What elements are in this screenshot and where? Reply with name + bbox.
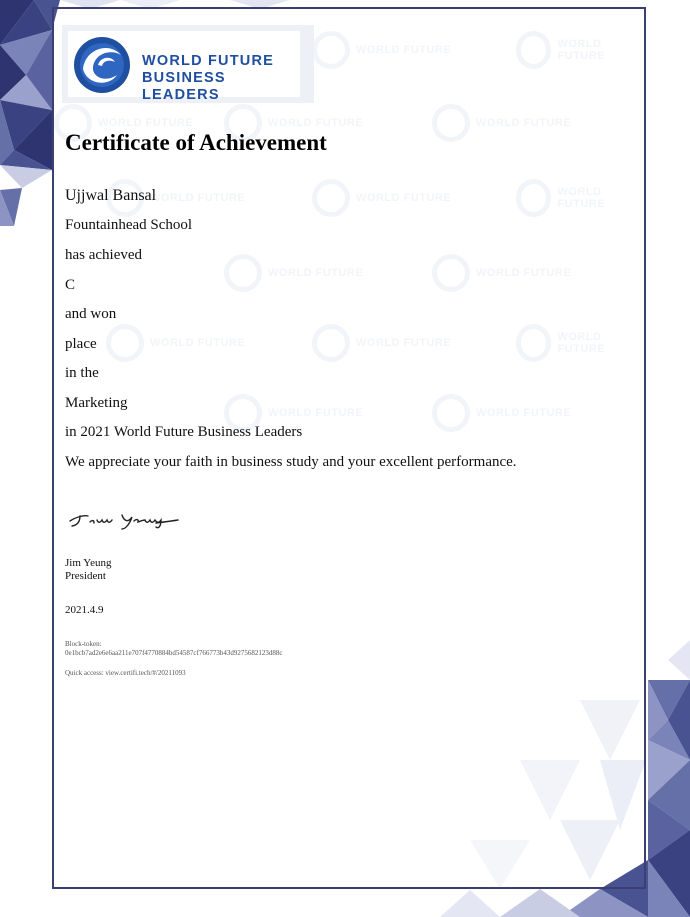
block-token-label: Block-token: (65, 640, 102, 648)
recipient-name: Ujjwal Bansal (65, 187, 157, 204)
signatory-name: Jim Yeung (65, 557, 112, 569)
event-name: in 2021 World Future Business Leaders (65, 424, 303, 440)
signatory-role: President (65, 570, 106, 582)
category: Marketing (65, 395, 128, 411)
logo-wordmark: WORLD FUTURE BUSINESS LEADERS (142, 53, 274, 103)
issue-date: 2021.4.9 (65, 604, 104, 616)
place-text: place (65, 336, 97, 352)
quick-access-link[interactable]: Quick access: view.certifi.tech/#/20211093 (65, 669, 186, 677)
achieved-text: has achieved (65, 247, 143, 263)
block-token-value: 0e1bcb7ad2e6e6aa211e707f4770884bd54587cf766773b43d9275682123d88c (65, 649, 283, 657)
in-the-text: in the (65, 365, 99, 381)
logo (62, 25, 314, 103)
watermark-pattern: WORLD FUTURE WORLD FUTURE WORLD FUTURE WORLD FUTURE WORLD FUTURE WORLD FUTURE WORLD FUTURE WORLD FUTURE WORLD FUTURE WORLD FUTURE WORLD FUTURE WORLD FUTURE WORLD FUTURE WORLD FUTURE WORLD FUTURE (54, 9, 644, 887)
certificate-title: Certificate of Achievement (65, 130, 327, 155)
appreciation-text: We appreciate your faith in business study and your excellent performance. (65, 454, 517, 470)
grade: C (65, 277, 76, 293)
won-text: and won (65, 306, 117, 322)
signature-image (66, 505, 182, 531)
globe-logo-icon (71, 35, 133, 95)
school-name: Fountainhead School (65, 217, 193, 233)
